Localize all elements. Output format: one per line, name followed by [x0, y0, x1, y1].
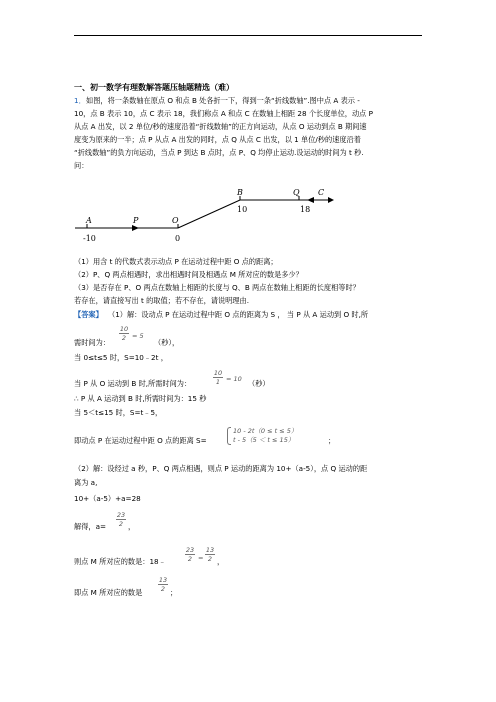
problem-line: “折线数轴”的负方向运动，当点 P 到达 B 点时，点 P、Q 均停止运动.设运动的时间为 t 秒.	[74, 148, 364, 157]
label-o: O	[172, 216, 179, 225]
piecewise-case-1: 10 - 2t（0 ≤ t ≤ 5）	[233, 427, 298, 435]
solve-label: 解得，a=	[74, 522, 106, 531]
fraction-13-over-2: $\frac{13}{2}$	[205, 546, 215, 563]
problem-line: 度变为原来的一半；点 P 从点 A 出发的同时，点 Q 从点 C 出发，以 1 单位/秒的速度沿着	[74, 135, 361, 144]
answer-1-intro: （1）解：设动点 P 在运动过程中距 O 点的距离为 S ， 当 P 从 A 运动到 O 时,所	[108, 310, 369, 319]
answer-tag: 【答案】	[74, 310, 103, 319]
question-3-cont: 若存在，请直接写出 t 的取值；若不存在，请说明理由.	[74, 296, 249, 305]
m-equals: =	[198, 554, 204, 562]
fraction-1-value: = 5	[132, 332, 144, 340]
label-q: Q	[293, 188, 300, 197]
label-b-value: 10	[237, 205, 248, 214]
solve-suffix: ，	[128, 522, 136, 531]
folded-number-line-figure	[70, 188, 420, 252]
label-o-value: 0	[175, 234, 181, 243]
fraction-23-over-2: $\frac{23}{2}$	[116, 511, 126, 528]
answer-1-time-label: 需时间为：	[74, 338, 110, 347]
fraction-10-over-1: $\frac{10}{1}$	[213, 369, 223, 386]
problem-line: 10，点 B 表示 10，点 C 表示 18，我们称点 A 和点 C 在数轴上相距 28 个长度单位，动点 P	[74, 109, 373, 118]
problem-line: 问：	[74, 161, 89, 170]
axis-segment-o-b	[178, 200, 240, 228]
label-b: B	[237, 188, 243, 197]
m-value-label: 则点 M 所对应的数是：18﹣	[74, 557, 166, 566]
piecewise-label: 即动点 P 在运动过程中距 O 点的距离 S=	[74, 436, 207, 445]
label-c: C	[318, 188, 325, 197]
problem-line: 从点 A 出发，以 2 单位/秒的速度沿着“折线数轴”的正方向运动，从点 O 运动到点 B 期间速	[74, 122, 367, 131]
final-label: 即点 M 所对应的数是	[74, 588, 143, 597]
final-suffix: ；	[170, 588, 178, 597]
question-2: （2）P、Q 两点相遇时，求出相遇时间及相遇点 M 所对应的数是多少？	[74, 270, 303, 279]
fraction-10-over-2: $\frac{10}{2}$	[119, 325, 129, 342]
axis-arrow-icon	[328, 197, 334, 203]
seconds-label-2: （秒）	[248, 379, 270, 388]
fraction-13-over-2-final: $\frac{13}{2}$	[158, 576, 168, 593]
therefore-line: ∴ P 从 A 运动到 B 时,所需时间为：15 秒	[74, 394, 207, 403]
case-1: 当 0≤t≤5 时，S=10﹣2t ，	[74, 353, 168, 362]
header-rule	[74, 35, 422, 36]
question-1: （1）用含 t 的代数式表示动点 P 在运动过程中距 O 点的距离；	[74, 257, 278, 266]
case-2: 当 5＜t≤15 时，S=t﹣5，	[74, 408, 163, 417]
seconds-label: （秒），	[154, 338, 180, 347]
question-3: （3）是否存在 P、O 两点在数轴上相距的长度与 Q、B 两点在数轴上相距的长度相等时？	[74, 283, 360, 292]
section-title: 一、初一数学有理数解答题压轴题精选（难）	[74, 83, 234, 92]
problem-number: 1．	[74, 96, 86, 105]
answer-2-line-2: 离为 a,	[74, 478, 98, 487]
label-a: A	[86, 216, 92, 225]
fraction-2-value: = 10	[226, 375, 242, 383]
m-suffix: ，	[217, 557, 225, 566]
fraction-23-over-2-b: $\frac{23}{2}$	[185, 546, 195, 563]
label-p: P	[133, 216, 139, 225]
label-c-value: 18	[300, 205, 311, 214]
problem-line: 如图，将一条数轴在原点 O 和点 B 处各折一下，得到一条“折线数轴”.图中点 A 表示 -	[86, 96, 360, 105]
piecewise-suffix: ；	[328, 436, 336, 445]
label-a-value: -10	[83, 234, 96, 243]
equation: 10+（a-5）+a=28	[74, 494, 141, 503]
answer-2-line-1: （2）解：设经过 a 秒，P、Q 两点相遇，则点 P 运动的距离为 10+（a-5），点 Q 运动的距	[74, 464, 368, 473]
b-time-label: 当 P 从 O 运动到 B 时,所需时间为：	[74, 379, 192, 388]
piecewise-case-2: t - 5（5 ＜ t ≤ 15）	[233, 436, 295, 444]
p-direction-arrow-icon	[132, 225, 139, 231]
piecewise-brace	[227, 427, 231, 445]
q-direction-arrow-icon	[307, 197, 314, 203]
